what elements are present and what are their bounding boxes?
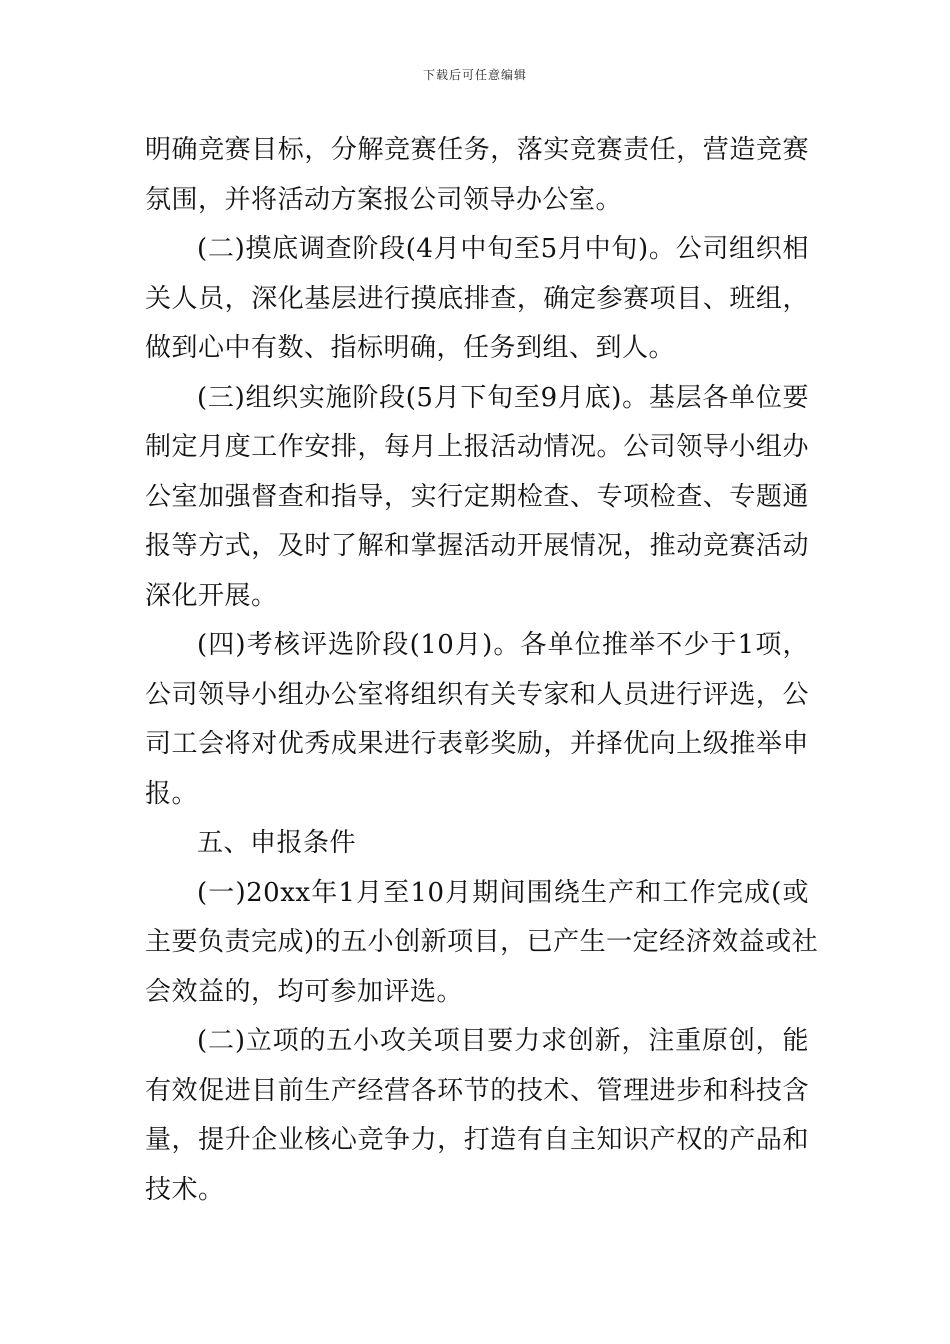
text-line: (二)摸底调查阶段(4月中旬至5月中旬)。公司组织相	[197, 234, 809, 264]
text-line: 做到心中有数、指标明确，任务到组、到人。	[145, 333, 676, 363]
text-line: (四)考核评选阶段(10月)。各单位推举不少于1项，	[197, 630, 809, 660]
text-line: 技术。	[145, 1174, 225, 1205]
text-line: 有效促进目前生产经营各环节的技术、管理进步和科技含	[145, 1075, 809, 1106]
text-line: 氛围，并将活动方案报公司领导办公室。	[145, 184, 623, 215]
text-line: 会效益的，均可参加评选。	[145, 976, 464, 1007]
text-line: 量，提升企业核心竞争力，打造有自主知识产权的产品和	[145, 1125, 809, 1155]
text-line: (二)立项的五小攻关项目要力求创新，注重原创，能	[197, 1026, 809, 1056]
document-body	[145, 126, 819, 1215]
text-line: 明确竞赛目标，分解竞赛任务，落实竞赛责任，营造竞赛	[145, 135, 809, 165]
text-line: 主要负责完成)的五小创新项目，已产生一定经济效益或社	[145, 927, 819, 957]
text-line: 公司领导小组办公室将组织有关专家和人员进行评选，公	[145, 679, 809, 710]
text-line: 司工会将对优秀成果进行表彰奖励，并择优向上级推举申	[145, 729, 809, 759]
text-line: 报等方式，及时了解和掌握活动开展情况，推动竞赛活动	[145, 531, 809, 561]
text-line: (三)组织实施阶段(5月下旬至9月底)。基层各单位要	[197, 382, 809, 413]
text-line: 深化开展。	[145, 580, 278, 611]
text-line: 制定月度工作安排，每月上报活动情况。公司领导小组办	[145, 432, 809, 462]
page-header: 下载后可任意编辑	[422, 68, 527, 82]
text-line: (一)20xx年1月至10月期间围绕生产和工作完成(或	[197, 877, 809, 908]
text-line: 公室加强督查和指导，实行定期检查、专项检查、专题通	[145, 481, 809, 512]
text-line: 五、申报条件	[197, 828, 357, 858]
text-line: 报。	[145, 778, 199, 809]
text-line: 关人员，深化基层进行摸底排查，确定参赛项目、班组，	[145, 283, 809, 314]
